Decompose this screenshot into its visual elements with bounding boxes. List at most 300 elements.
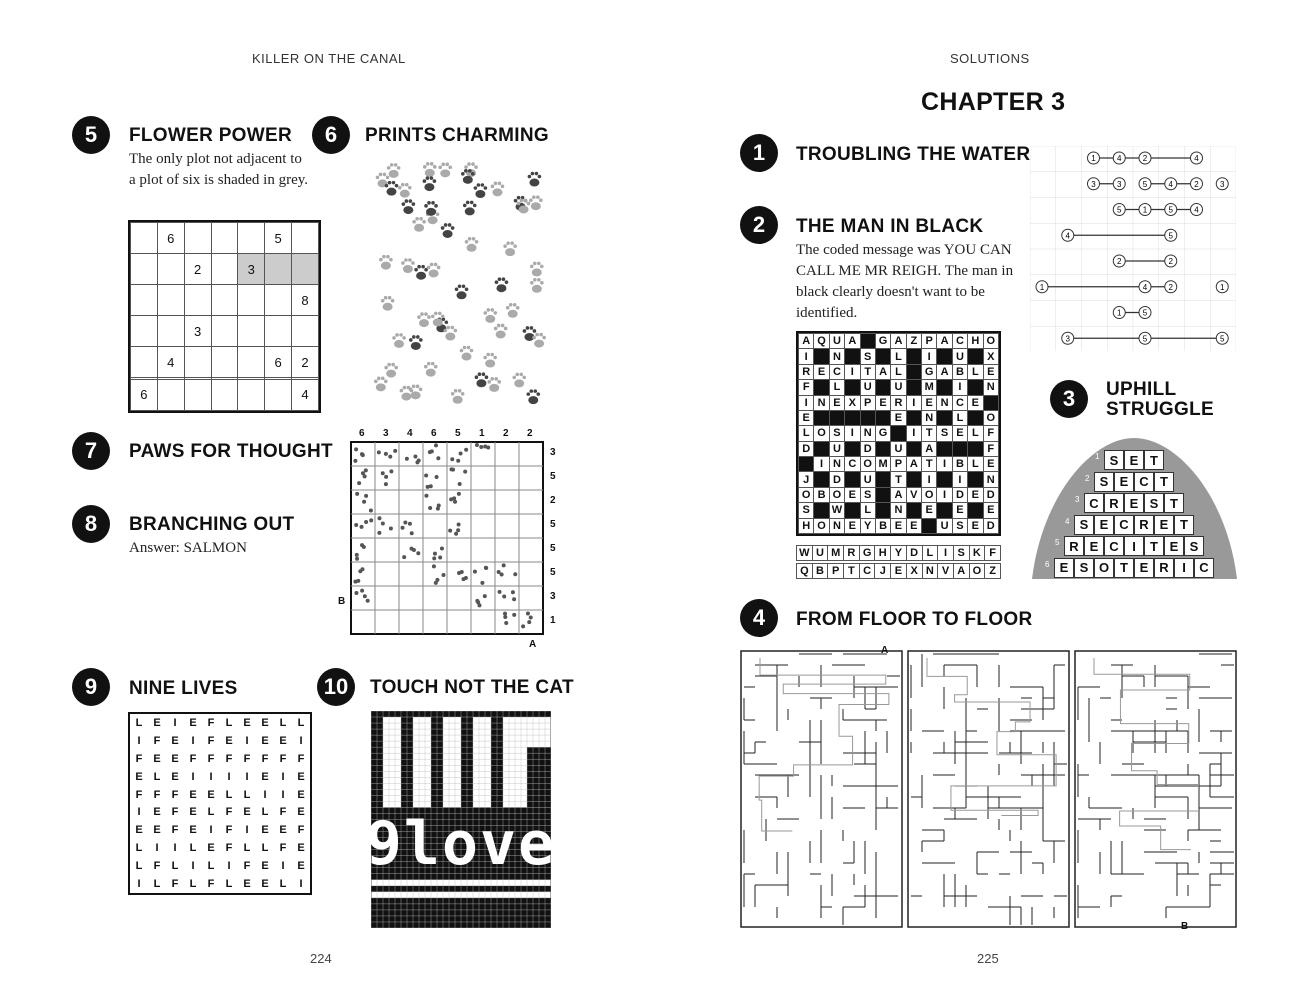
wordsearch-cell: I (245, 824, 249, 837)
hill-letter-cell: E (1084, 536, 1104, 556)
flower-cell: 4 (292, 379, 319, 410)
flower-cell: 2 (184, 254, 211, 285)
crossword-cell: L (860, 503, 875, 518)
wordsearch-cell: L (207, 806, 215, 819)
code-key-cell: R (844, 546, 860, 561)
svg-text:3: 3 (1117, 179, 1122, 189)
paws-row-clue: 5 (550, 543, 556, 554)
puzzle-answer-branching-out: Answer: SALMON (129, 540, 247, 556)
svg-text:2: 2 (1142, 154, 1148, 163)
wordsearch-cell: E (135, 824, 143, 837)
crossword-cell (814, 441, 829, 456)
crossword-cell: N (814, 395, 829, 410)
crossword-cell (983, 395, 999, 410)
hill-letter-cell: C (1084, 493, 1104, 513)
hill-letter-cell: I (1174, 558, 1194, 578)
code-key-cell: G (859, 546, 875, 561)
crossword-cell: J (799, 472, 814, 487)
wordsearch-cell: E (171, 770, 179, 783)
hill-letter-cell: O (1094, 558, 1114, 578)
crossword-cell: T (891, 472, 906, 487)
crossword-cell: Z (906, 334, 921, 349)
hill-row-number: 1 (1095, 452, 1100, 461)
svg-text:5: 5 (1142, 308, 1148, 318)
wordsearch-cell: L (153, 770, 161, 783)
svg-text:1: 1 (1142, 205, 1148, 215)
wordsearch-cell: F (207, 878, 215, 890)
crossword-cell: G (875, 334, 890, 349)
hill-row-number: 5 (1055, 538, 1060, 547)
crossword-cell: P (891, 457, 906, 472)
paws-row-clue: 3 (550, 447, 556, 458)
code-key-cell: V (938, 564, 954, 579)
wordsearch-cell: L (243, 842, 251, 855)
crossword-cell: A (937, 334, 952, 349)
crossword-cell: I (845, 364, 860, 379)
hill-row-number: 3 (1075, 495, 1080, 504)
hill-letter-cell: C (1114, 515, 1134, 535)
crossword-cell: H (799, 518, 814, 534)
wordsearch-cell: E (189, 806, 197, 819)
svg-text:1: 1 (1117, 308, 1122, 318)
code-key-row-2 (796, 563, 1001, 579)
paws-row-clue: 3 (550, 591, 556, 602)
wordsearch-cell: F (225, 752, 233, 765)
paws-column-clue: 2 (503, 428, 509, 439)
wordsearch-cell: F (279, 842, 287, 855)
crossword-cell: Y (860, 518, 875, 534)
svg-text:1: 1 (1220, 282, 1225, 292)
wordsearch-cell: E (153, 806, 161, 819)
paws-column-clue: 6 (359, 428, 365, 439)
wordsearch-cell: F (135, 788, 143, 801)
crossword-cell (906, 503, 921, 518)
crossword-cell: O (922, 487, 937, 502)
crossword-cell: L (968, 457, 983, 472)
crossword-cell: N (983, 472, 999, 487)
crossword-cell: I (937, 487, 952, 502)
code-key-row-1 (796, 545, 1001, 561)
crossword-cell: F (799, 380, 814, 395)
wordsearch-cell: L (243, 788, 251, 801)
crossword-cell: L (829, 380, 844, 395)
crossword-cell: S (860, 349, 875, 364)
crossword-cell: N (829, 457, 844, 472)
wordsearch-cell: F (225, 806, 233, 819)
wordsearch-cell: E (297, 770, 305, 783)
svg-text:4: 4 (1142, 282, 1148, 292)
hill-letter-cell: S (1184, 536, 1204, 556)
from-floor-to-floor-maze (740, 650, 1237, 928)
flower-cell (184, 379, 211, 410)
crossword-cell (968, 441, 983, 456)
crossword-cell (968, 410, 983, 425)
flower-cell: 6 (131, 379, 158, 410)
man-in-black-crossword (796, 331, 1001, 536)
code-key-cell: K (969, 546, 985, 561)
wordsearch-cell: E (153, 824, 161, 837)
svg-text:3: 3 (1091, 179, 1096, 189)
wordsearch-cell: F (135, 752, 143, 765)
crossword-cell: I (845, 426, 860, 441)
crossword-cell: E (845, 518, 860, 534)
wordsearch-cell: I (281, 770, 285, 783)
puzzle-number-5: 5 (72, 116, 110, 154)
wordsearch-cell: E (297, 788, 305, 801)
crossword-cell: U (952, 349, 967, 364)
svg-text:4: 4 (1117, 154, 1122, 163)
crossword-cell (814, 349, 829, 364)
crossword-cell (906, 410, 921, 425)
crossword-cell: U (829, 334, 844, 349)
wordsearch-cell: L (135, 842, 143, 855)
wordsearch-cell: E (189, 788, 197, 801)
crossword-cell (799, 457, 814, 472)
paws-row-clue: 5 (550, 519, 556, 530)
crossword-cell: L (952, 410, 967, 425)
nine-lives-wordsearch (128, 712, 312, 895)
flower-cell (157, 316, 184, 347)
hill-letter-cell: E (1124, 493, 1144, 513)
puzzle-title-touch-not-the-cat: TOUCH NOT THE CAT (370, 677, 574, 698)
crossword-cell: L (799, 426, 814, 441)
hill-letter-cell: S (1094, 472, 1114, 492)
wordsearch-cell: L (261, 842, 269, 855)
crossword-cell (814, 503, 829, 518)
wordsearch-cell: E (171, 752, 179, 765)
crossword-cell: A (845, 334, 860, 349)
code-key-cell: A (953, 564, 969, 579)
puzzle-title-flower-power: FLOWER POWER (129, 125, 292, 146)
wordsearch-cell: E (279, 734, 287, 747)
wordsearch-cell: E (189, 824, 197, 837)
crossword-cell (906, 349, 921, 364)
flower-cell: 6 (157, 223, 184, 254)
paws-row-clue: 5 (550, 471, 556, 482)
wordsearch-cell: I (227, 770, 231, 783)
maze-end-label: B (1181, 921, 1189, 932)
crossword-cell: O (983, 410, 999, 425)
crossword-cell: E (906, 518, 921, 534)
troubling-the-water-grid (1030, 146, 1236, 351)
crossword-cell: D (860, 441, 875, 456)
wordsearch-cell: I (137, 878, 141, 890)
crossword-cell: M (922, 380, 937, 395)
hill-letter-cell: T (1144, 536, 1164, 556)
hill-letter-cell: E (1164, 536, 1184, 556)
crossword-cell: I (799, 395, 814, 410)
crossword-cell: O (860, 457, 875, 472)
puzzle-number-9: 9 (72, 668, 110, 706)
wordsearch-cell: E (243, 878, 251, 890)
crossword-cell: O (829, 487, 844, 502)
crossword-cell (891, 426, 906, 441)
crossword-cell: E (952, 426, 967, 441)
code-key-cell: S (953, 546, 969, 561)
crossword-cell: A (799, 334, 814, 349)
flower-cell (131, 316, 158, 347)
flower-cell (238, 379, 265, 410)
code-key-cell: Y (891, 546, 907, 561)
hill-letter-cell: E (1154, 515, 1174, 535)
crossword-cell: N (829, 349, 844, 364)
wordsearch-cell: F (279, 806, 287, 819)
svg-text:5: 5 (1220, 334, 1225, 344)
wordsearch-cell: E (243, 716, 251, 729)
flower-cell: 8 (292, 285, 319, 316)
paws-row-clue: 1 (550, 615, 556, 626)
flower-cell (238, 223, 265, 254)
wordsearch-cell: F (171, 878, 179, 890)
crossword-cell: E (875, 395, 890, 410)
puzzle-text-flower-power: The only plot not adjacent to a plot of six is shaded in grey. (129, 151, 308, 188)
crossword-cell: E (968, 518, 983, 534)
crossword-cell: L (891, 349, 906, 364)
crossword-cell (845, 503, 860, 518)
crossword-cell: E (983, 503, 999, 518)
hill-word-row (1085, 472, 1174, 492)
crossword-cell (937, 503, 952, 518)
svg-text:5: 5 (1117, 205, 1122, 215)
crossword-cell: H (968, 334, 983, 349)
crossword-cell: A (891, 487, 906, 502)
code-key-cell: B (812, 564, 828, 579)
hill-letter-cell: T (1154, 472, 1174, 492)
wordsearch-cell: F (243, 860, 251, 873)
crossword-cell (875, 441, 890, 456)
paws-end-label: A (529, 639, 537, 650)
flower-cell (184, 347, 211, 378)
hill-word-row (1065, 515, 1194, 535)
paws-column-clue: 4 (407, 428, 413, 439)
svg-text:5: 5 (1142, 334, 1148, 344)
flower-cell (265, 285, 292, 316)
puzzle-title-paws-for-thought: PAWS FOR THOUGHT (129, 441, 333, 462)
puzzle-title-prints-charming: PRINTS CHARMING (365, 125, 549, 146)
crossword-cell: T (860, 364, 875, 379)
crossword-cell (814, 380, 829, 395)
hill-letter-cell: T (1174, 515, 1194, 535)
crossword-cell: S (937, 426, 952, 441)
flower-cell (184, 285, 211, 316)
crossword-cell (845, 380, 860, 395)
wordsearch-cell: L (297, 716, 305, 729)
crossword-cell: I (922, 472, 937, 487)
wordsearch-cell: F (225, 842, 233, 855)
wordsearch-cell: F (225, 824, 233, 837)
flower-cell (238, 347, 265, 378)
crossword-cell: S (799, 503, 814, 518)
flower-power-grid (128, 220, 321, 413)
crossword-cell: S (860, 487, 875, 502)
svg-text:5: 5 (1168, 231, 1173, 241)
crossword-cell: S (952, 518, 967, 534)
crossword-cell (845, 349, 860, 364)
crossword-cell (860, 410, 875, 425)
wordsearch-cell: F (153, 860, 161, 873)
crossword-cell: E (891, 518, 906, 534)
crossword-cell: R (799, 364, 814, 379)
wordsearch-cell: I (245, 770, 249, 783)
crossword-cell: E (891, 410, 906, 425)
wordsearch-cell: I (191, 734, 195, 747)
crossword-cell (906, 441, 921, 456)
puzzle-title-troubling-the-water: TROUBLING THE WATER (796, 144, 1031, 165)
puzzle-text-the-man-in-black: The coded message was YOU CAN CALL ME MR REIGH. The man in black clearly doesn't want to be identified. (796, 242, 1014, 321)
flower-cell: 6 (265, 347, 292, 378)
code-key-cell: F (985, 546, 1001, 561)
crossword-cell (968, 503, 983, 518)
flower-cell (131, 254, 158, 285)
crossword-cell (875, 410, 890, 425)
wordsearch-cell: L (189, 878, 197, 890)
crossword-cell: D (983, 518, 999, 534)
paws-column-clue: 2 (527, 428, 533, 439)
crossword-cell: A (891, 334, 906, 349)
wordsearch-cell: L (189, 842, 197, 855)
svg-text:2: 2 (1168, 282, 1173, 292)
hill-letter-cell: S (1074, 515, 1094, 535)
crossword-cell: A (922, 441, 937, 456)
wordsearch-cell: F (279, 752, 287, 765)
svg-text:4: 4 (1194, 205, 1199, 215)
wordsearch-cell: F (189, 752, 197, 765)
paws-column-clue: 6 (431, 428, 437, 439)
svg-text:3: 3 (1220, 179, 1225, 189)
wordsearch-cell: F (261, 752, 269, 765)
wordsearch-cell: E (261, 770, 269, 783)
wordsearch-cell: E (261, 860, 269, 873)
wordsearch-cell: E (171, 734, 179, 747)
crossword-cell: N (860, 426, 875, 441)
wordsearch-cell: F (297, 752, 305, 765)
wordsearch-cell: E (153, 752, 161, 765)
wordsearch-cell: E (225, 734, 233, 747)
crossword-cell: D (829, 472, 844, 487)
hill-letter-cell: R (1104, 493, 1124, 513)
puzzle-title-branching-out: BRANCHING OUT (129, 514, 295, 535)
wordsearch-cell: L (135, 860, 143, 873)
crossword-cell: X (845, 395, 860, 410)
code-key-cell: U (812, 546, 828, 561)
crossword-cell: L (891, 364, 906, 379)
crossword-cell (968, 472, 983, 487)
hill-row-number: 6 (1045, 559, 1050, 569)
paws-column-clue: 1 (479, 428, 485, 439)
crossword-cell: B (875, 518, 890, 534)
wordsearch-cell: E (261, 824, 269, 837)
flower-cell (211, 223, 238, 254)
hill-word-row (1075, 493, 1184, 513)
code-key-cell: W (797, 546, 813, 561)
crossword-cell: I (952, 380, 967, 395)
crossword-cell: B (952, 457, 967, 472)
crossword-cell: I (952, 472, 967, 487)
wordsearch-cell: E (153, 716, 161, 729)
hill-letter-cell: T (1114, 558, 1134, 578)
code-key-cell: P (828, 564, 844, 579)
crossword-cell: C (952, 334, 967, 349)
crossword-cell: O (814, 518, 829, 534)
code-key-cell: J (875, 564, 891, 579)
puzzle-number-1: 1 (740, 134, 778, 172)
crossword-cell: U (829, 441, 844, 456)
hill-letter-cell: I (1124, 536, 1144, 556)
crossword-cell: L (968, 426, 983, 441)
crossword-cell (937, 472, 952, 487)
wordsearch-cell: E (297, 860, 305, 873)
crossword-cell (922, 518, 937, 534)
flower-cell (131, 285, 158, 316)
crossword-cell (937, 349, 952, 364)
crossword-cell: I (937, 457, 952, 472)
paws-column-clue: 3 (383, 428, 389, 439)
maze-start-label: A (881, 645, 889, 656)
wordsearch-cell: L (279, 878, 287, 890)
hill-word-row (1055, 536, 1204, 556)
crossword-cell: S (829, 426, 844, 441)
flower-cell (211, 316, 238, 347)
hill-letter-cell: C (1134, 472, 1154, 492)
wordsearch-cell: I (191, 770, 195, 783)
flower-cell (265, 316, 292, 347)
hill-letter-cell: E (1054, 558, 1074, 578)
wordsearch-cell: E (297, 806, 305, 819)
flower-cell: 3 (238, 254, 265, 285)
puzzle-number-8: 8 (72, 505, 110, 543)
wordsearch-cell: E (135, 770, 143, 783)
crossword-cell: D (983, 487, 999, 502)
crossword-cell (937, 380, 952, 395)
crossword-cell: C (829, 364, 844, 379)
wordsearch-cell: L (225, 716, 233, 729)
hill-letter-cell: R (1134, 515, 1154, 535)
code-key-cell: T (844, 564, 860, 579)
paws-for-thought-grid (350, 441, 544, 635)
crossword-cell: E (983, 457, 999, 472)
crossword-cell (968, 349, 983, 364)
hill-letter-cell: R (1154, 558, 1174, 578)
flower-cell (131, 223, 158, 254)
crossword-cell (845, 441, 860, 456)
right-page-number: 225 (977, 951, 999, 966)
crossword-cell: N (983, 380, 999, 395)
wordsearch-cell: E (207, 788, 215, 801)
hill-letter-cell: T (1144, 450, 1164, 470)
flower-cell (157, 285, 184, 316)
paw-prints-illustration (370, 155, 550, 415)
puzzle-number-6: 6 (312, 116, 350, 154)
crossword-cell (875, 487, 890, 502)
paws-row-clue: 2 (550, 495, 556, 506)
wordsearch-cell: F (207, 752, 215, 765)
wordsearch-cell: E (207, 842, 215, 855)
hill-row-number: 2 (1085, 473, 1090, 483)
crossword-cell: Q (814, 334, 829, 349)
wordsearch-cell: L (225, 878, 233, 890)
code-key-cell: O (969, 564, 985, 579)
crossword-cell: E (814, 364, 829, 379)
svg-text:2: 2 (1194, 179, 1199, 189)
puzzle-number-7: 7 (72, 432, 110, 470)
crossword-cell: I (799, 349, 814, 364)
right-running-header: SOLUTIONS (950, 51, 1030, 66)
wordsearch-cell: F (243, 752, 251, 765)
crossword-cell: L (968, 364, 983, 379)
crossword-cell: E (968, 395, 983, 410)
crossword-cell (875, 472, 890, 487)
crossword-cell: X (983, 349, 999, 364)
